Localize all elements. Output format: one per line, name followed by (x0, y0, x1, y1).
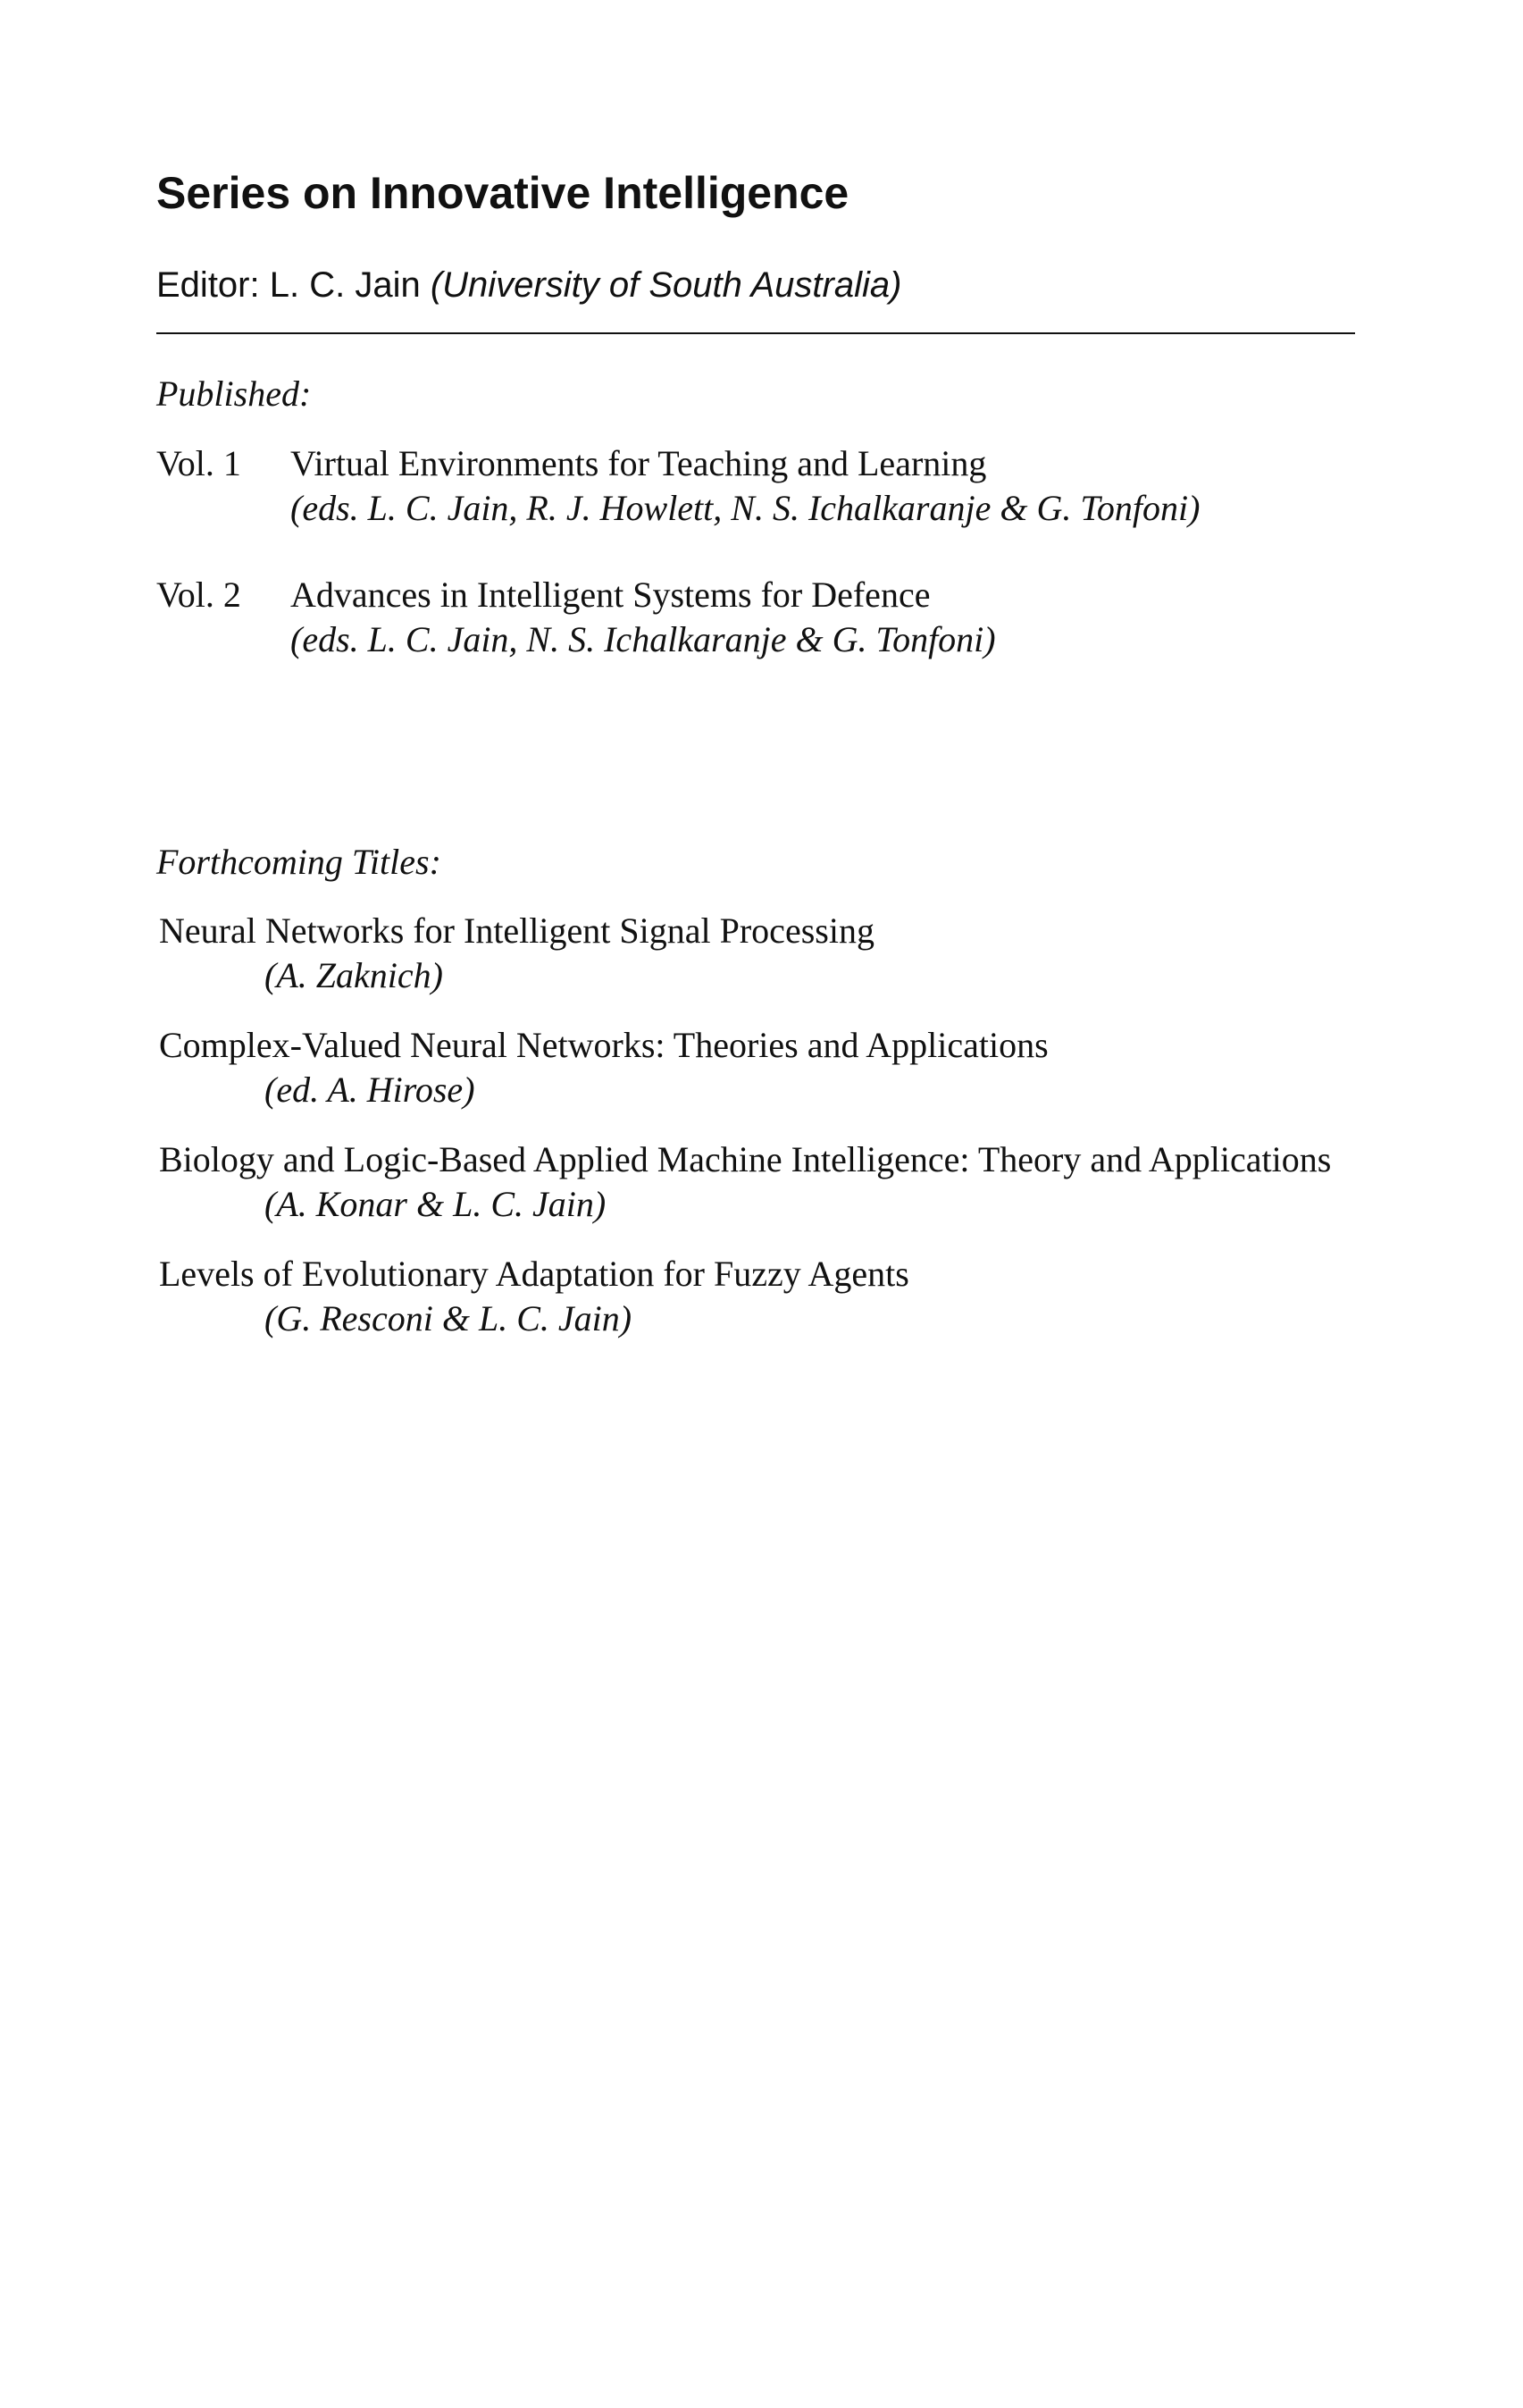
published-volume-1 (156, 441, 1407, 531)
published-volume-2 (156, 573, 1407, 662)
forthcoming-title-4 (159, 1252, 1445, 1341)
forthcoming-heading: Forthcoming Titles: (156, 842, 441, 882)
editor-label: Editor: (156, 265, 260, 305)
forthcoming-title-1 (159, 909, 1445, 998)
published-heading: Published: (156, 373, 312, 414)
series-title: Series on Innovative Intelligence (156, 168, 849, 218)
forthcoming-book-title: Complex-Valued Neural Networks: Theories and Applications (159, 1025, 1049, 1065)
forthcoming-book-title: Levels of Evolutionary Adaptation for Fuzzy Agents (159, 1254, 909, 1294)
editor-line (156, 263, 901, 307)
volume-label: Vol. 1 (156, 443, 241, 483)
volume-editors: (eds. L. C. Jain, R. J. Howlett, N. S. Ichalkaranje & G. Tonfoni) (290, 488, 1201, 528)
forthcoming-book-author: (ed. A. Hirose) (264, 1070, 475, 1110)
forthcoming-book-author: (G. Resconi & L. C. Jain) (264, 1298, 632, 1338)
volume-title: Advances in Intelligent Systems for Defence (290, 575, 931, 615)
header-divider (156, 332, 1355, 334)
volume-editors: (eds. L. C. Jain, N. S. Ichalkaranje & G. Tonfoni) (290, 619, 996, 659)
forthcoming-book-author: (A. Zaknich) (264, 955, 443, 995)
forthcoming-title-2 (159, 1023, 1445, 1112)
volume-title: Virtual Environments for Teaching and Learning (290, 443, 987, 483)
forthcoming-book-title: Neural Networks for Intelligent Signal Processing (159, 910, 874, 951)
forthcoming-book-title: Biology and Logic-Based Applied Machine Intelligence: Theory and Applications (159, 1139, 1332, 1179)
editor-affiliation: (University of South Australia) (430, 265, 902, 305)
volume-label: Vol. 2 (156, 575, 241, 615)
forthcoming-title-3 (159, 1137, 1445, 1227)
editor-name: L. C. Jain (269, 265, 421, 305)
forthcoming-book-author: (A. Konar & L. C. Jain) (264, 1184, 607, 1224)
